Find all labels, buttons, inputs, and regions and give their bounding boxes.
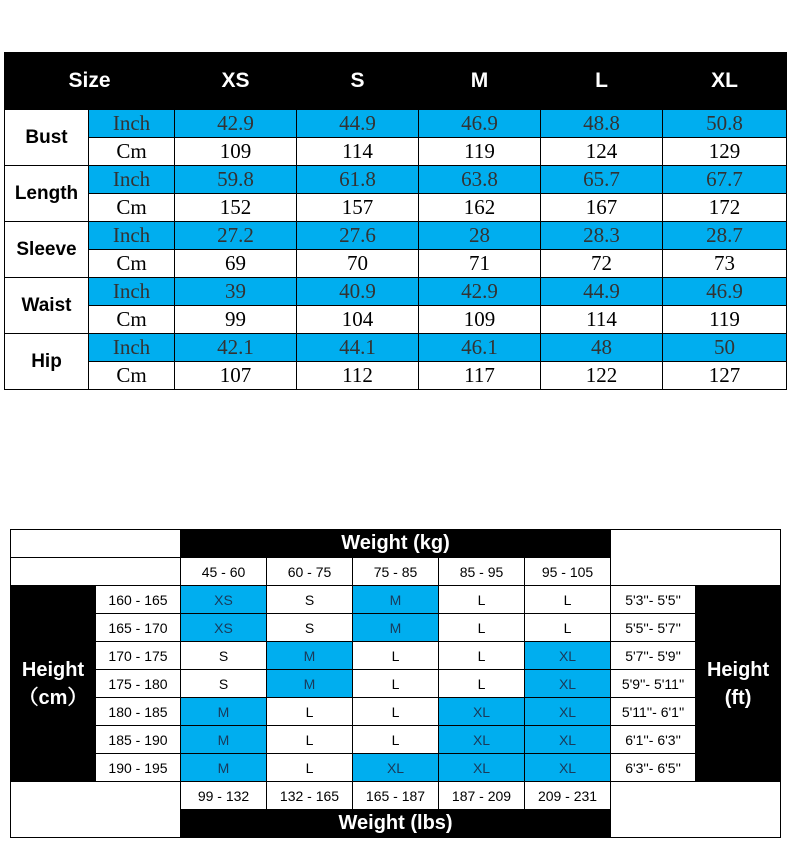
fit-size-cell: XL (439, 754, 525, 782)
size-header-l: L (541, 53, 663, 110)
fit-size-cell: L (525, 586, 611, 614)
weight-lbs-range: 187 - 209 (439, 782, 525, 810)
measure-row-cm (5, 306, 787, 334)
measure-label: Length (5, 166, 89, 222)
fit-size-cell: M (267, 642, 353, 670)
fit-size-cell: XL (439, 698, 525, 726)
inch-value: 50.8 (663, 110, 787, 138)
cm-value: 70 (297, 250, 419, 278)
cm-value: 127 (663, 362, 787, 390)
inch-value: 65.7 (541, 166, 663, 194)
unit-cm-label: Cm (89, 306, 175, 334)
fit-size-cell: XL (525, 642, 611, 670)
inch-value: 46.9 (419, 110, 541, 138)
cm-value: 119 (419, 138, 541, 166)
fit-row (11, 726, 781, 754)
inch-value: 44.1 (297, 334, 419, 362)
weight-kg-range: 85 - 95 (439, 558, 525, 586)
cm-value: 69 (175, 250, 297, 278)
fit-size-cell: M (181, 754, 267, 782)
fit-size-cell: S (267, 586, 353, 614)
measure-label: Hip (5, 334, 89, 390)
blank-cell (11, 782, 181, 838)
height-cm-range: 190 - 195 (96, 754, 181, 782)
fit-size-cell: L (439, 670, 525, 698)
weight-kg-title-row (11, 530, 781, 558)
inch-value: 28.7 (663, 222, 787, 250)
cm-value: 112 (297, 362, 419, 390)
inch-value: 50 (663, 334, 787, 362)
height-cm-title (11, 586, 96, 782)
fit-row (11, 754, 781, 782)
cm-value: 109 (419, 306, 541, 334)
unit-inch-label: Inch (89, 166, 175, 194)
fit-size-cell: XL (525, 670, 611, 698)
cm-value: 162 (419, 194, 541, 222)
weight-lbs-title: Weight (lbs) (181, 810, 611, 838)
cm-value: 124 (541, 138, 663, 166)
height-cm-range: 180 - 185 (96, 698, 181, 726)
cm-value: 109 (175, 138, 297, 166)
fit-size-cell: L (267, 726, 353, 754)
cm-value: 157 (297, 194, 419, 222)
height-ft-range: 6'3''- 6'5'' (611, 754, 696, 782)
fit-size-cell: XS (181, 614, 267, 642)
fit-size-cell: L (353, 726, 439, 754)
size-header-label: Size (5, 53, 175, 110)
measure-row-cm (5, 194, 787, 222)
unit-cm-label: Cm (89, 250, 175, 278)
fit-size-cell: S (267, 614, 353, 642)
size-header-m: M (419, 53, 541, 110)
cm-value: 71 (419, 250, 541, 278)
cm-value: 104 (297, 306, 419, 334)
weight-kg-range: 95 - 105 (525, 558, 611, 586)
size-header-s: S (297, 53, 419, 110)
inch-value: 28 (419, 222, 541, 250)
unit-cm-label: Cm (89, 194, 175, 222)
cm-value: 114 (541, 306, 663, 334)
unit-inch-label: Inch (89, 334, 175, 362)
cm-value: 117 (419, 362, 541, 390)
fit-size-cell: XL (525, 754, 611, 782)
fit-size-cell: M (267, 670, 353, 698)
measure-row-inch (5, 110, 787, 138)
measure-label: Bust (5, 110, 89, 166)
blank-cell (11, 558, 181, 586)
cm-value: 72 (541, 250, 663, 278)
fit-size-cell: M (181, 698, 267, 726)
fit-size-cell: L (267, 754, 353, 782)
inch-value: 44.9 (541, 278, 663, 306)
height-cm-title-line2: （cm） (18, 686, 88, 709)
height-ft-range: 5'7''- 5'9'' (611, 642, 696, 670)
cm-value: 152 (175, 194, 297, 222)
inch-value: 28.3 (541, 222, 663, 250)
fit-row (11, 614, 781, 642)
fit-size-cell: M (353, 614, 439, 642)
height-cm-range: 160 - 165 (96, 586, 181, 614)
inch-value: 40.9 (297, 278, 419, 306)
inch-value: 63.8 (419, 166, 541, 194)
height-ft-title-line1: Height (706, 658, 770, 681)
measure-row-inch (5, 334, 787, 362)
fit-size-cell: S (181, 670, 267, 698)
unit-cm-label: Cm (89, 362, 175, 390)
inch-value: 59.8 (175, 166, 297, 194)
weight-kg-title: Weight (kg) (181, 530, 611, 558)
fit-size-cell: XL (353, 754, 439, 782)
size-header-xl: XL (663, 53, 787, 110)
weight-lbs-range: 165 - 187 (353, 782, 439, 810)
measure-row-inch (5, 278, 787, 306)
cm-value: 167 (541, 194, 663, 222)
blank-cell (11, 530, 181, 558)
measure-row-cm (5, 362, 787, 390)
blank-cell (611, 530, 781, 586)
measure-row-cm (5, 138, 787, 166)
size-header-xs: XS (175, 53, 297, 110)
fit-size-cell: L (439, 614, 525, 642)
measure-label: Waist (5, 278, 89, 334)
fit-size-cell: XS (181, 586, 267, 614)
inch-value: 61.8 (297, 166, 419, 194)
cm-value: 122 (541, 362, 663, 390)
height-ft-range: 5'11''- 6'1'' (611, 698, 696, 726)
height-ft-range: 5'3''- 5'5'' (611, 586, 696, 614)
fit-size-cell: M (353, 586, 439, 614)
inch-value: 27.2 (175, 222, 297, 250)
fit-size-cell: XL (525, 726, 611, 754)
inch-value: 48.8 (541, 110, 663, 138)
unit-inch-label: Inch (89, 222, 175, 250)
fit-size-cell: L (439, 642, 525, 670)
weight-kg-range: 45 - 60 (181, 558, 267, 586)
weight-lbs-range: 209 - 231 (525, 782, 611, 810)
height-cm-range: 185 - 190 (96, 726, 181, 754)
height-ft-title-line2: (ft) (724, 686, 752, 709)
height-ft-range: 6'1''- 6'3'' (611, 726, 696, 754)
height-cm-range: 175 - 180 (96, 670, 181, 698)
cm-value: 114 (297, 138, 419, 166)
weight-kg-range: 75 - 85 (353, 558, 439, 586)
cm-value: 99 (175, 306, 297, 334)
cm-value: 73 (663, 250, 787, 278)
height-ft-range: 5'5''- 5'7'' (611, 614, 696, 642)
height-cm-range: 165 - 170 (96, 614, 181, 642)
inch-value: 42.1 (175, 334, 297, 362)
inch-value: 42.9 (175, 110, 297, 138)
inch-value: 42.9 (419, 278, 541, 306)
inch-value: 39 (175, 278, 297, 306)
weight-kg-range: 60 - 75 (267, 558, 353, 586)
fit-size-cell: M (181, 726, 267, 754)
inch-value: 44.9 (297, 110, 419, 138)
measure-label: Sleeve (5, 222, 89, 278)
fit-size-cell: XL (525, 698, 611, 726)
size-header-row (5, 53, 787, 110)
inch-value: 27.6 (297, 222, 419, 250)
fit-chart-table (10, 529, 781, 838)
height-ft-title (696, 586, 781, 782)
fit-size-cell: L (439, 586, 525, 614)
fit-size-cell: L (267, 698, 353, 726)
inch-value: 67.7 (663, 166, 787, 194)
fit-size-cell: L (353, 698, 439, 726)
cm-value: 172 (663, 194, 787, 222)
weight-lbs-ranges-row (11, 782, 781, 810)
fit-size-cell: S (181, 642, 267, 670)
measure-row-inch (5, 166, 787, 194)
cm-value: 107 (175, 362, 297, 390)
weight-lbs-range: 99 - 132 (181, 782, 267, 810)
unit-cm-label: Cm (89, 138, 175, 166)
weight-lbs-range: 132 - 165 (267, 782, 353, 810)
fit-size-cell: L (525, 614, 611, 642)
fit-size-cell: XL (439, 726, 525, 754)
cm-value: 119 (663, 306, 787, 334)
inch-value: 46.1 (419, 334, 541, 362)
fit-size-cell: L (353, 642, 439, 670)
fit-row (11, 698, 781, 726)
measure-row-cm (5, 250, 787, 278)
fit-size-cell: L (353, 670, 439, 698)
fit-row (11, 642, 781, 670)
measure-row-inch (5, 222, 787, 250)
height-cm-range: 170 - 175 (96, 642, 181, 670)
height-cm-title-line1: Height (21, 658, 85, 681)
fit-row (11, 586, 781, 614)
fit-row (11, 670, 781, 698)
cm-value: 129 (663, 138, 787, 166)
unit-inch-label: Inch (89, 278, 175, 306)
height-ft-range: 5'9''- 5'11'' (611, 670, 696, 698)
inch-value: 46.9 (663, 278, 787, 306)
blank-cell (611, 782, 781, 838)
inch-value: 48 (541, 334, 663, 362)
size-chart-table (4, 52, 787, 390)
unit-inch-label: Inch (89, 110, 175, 138)
